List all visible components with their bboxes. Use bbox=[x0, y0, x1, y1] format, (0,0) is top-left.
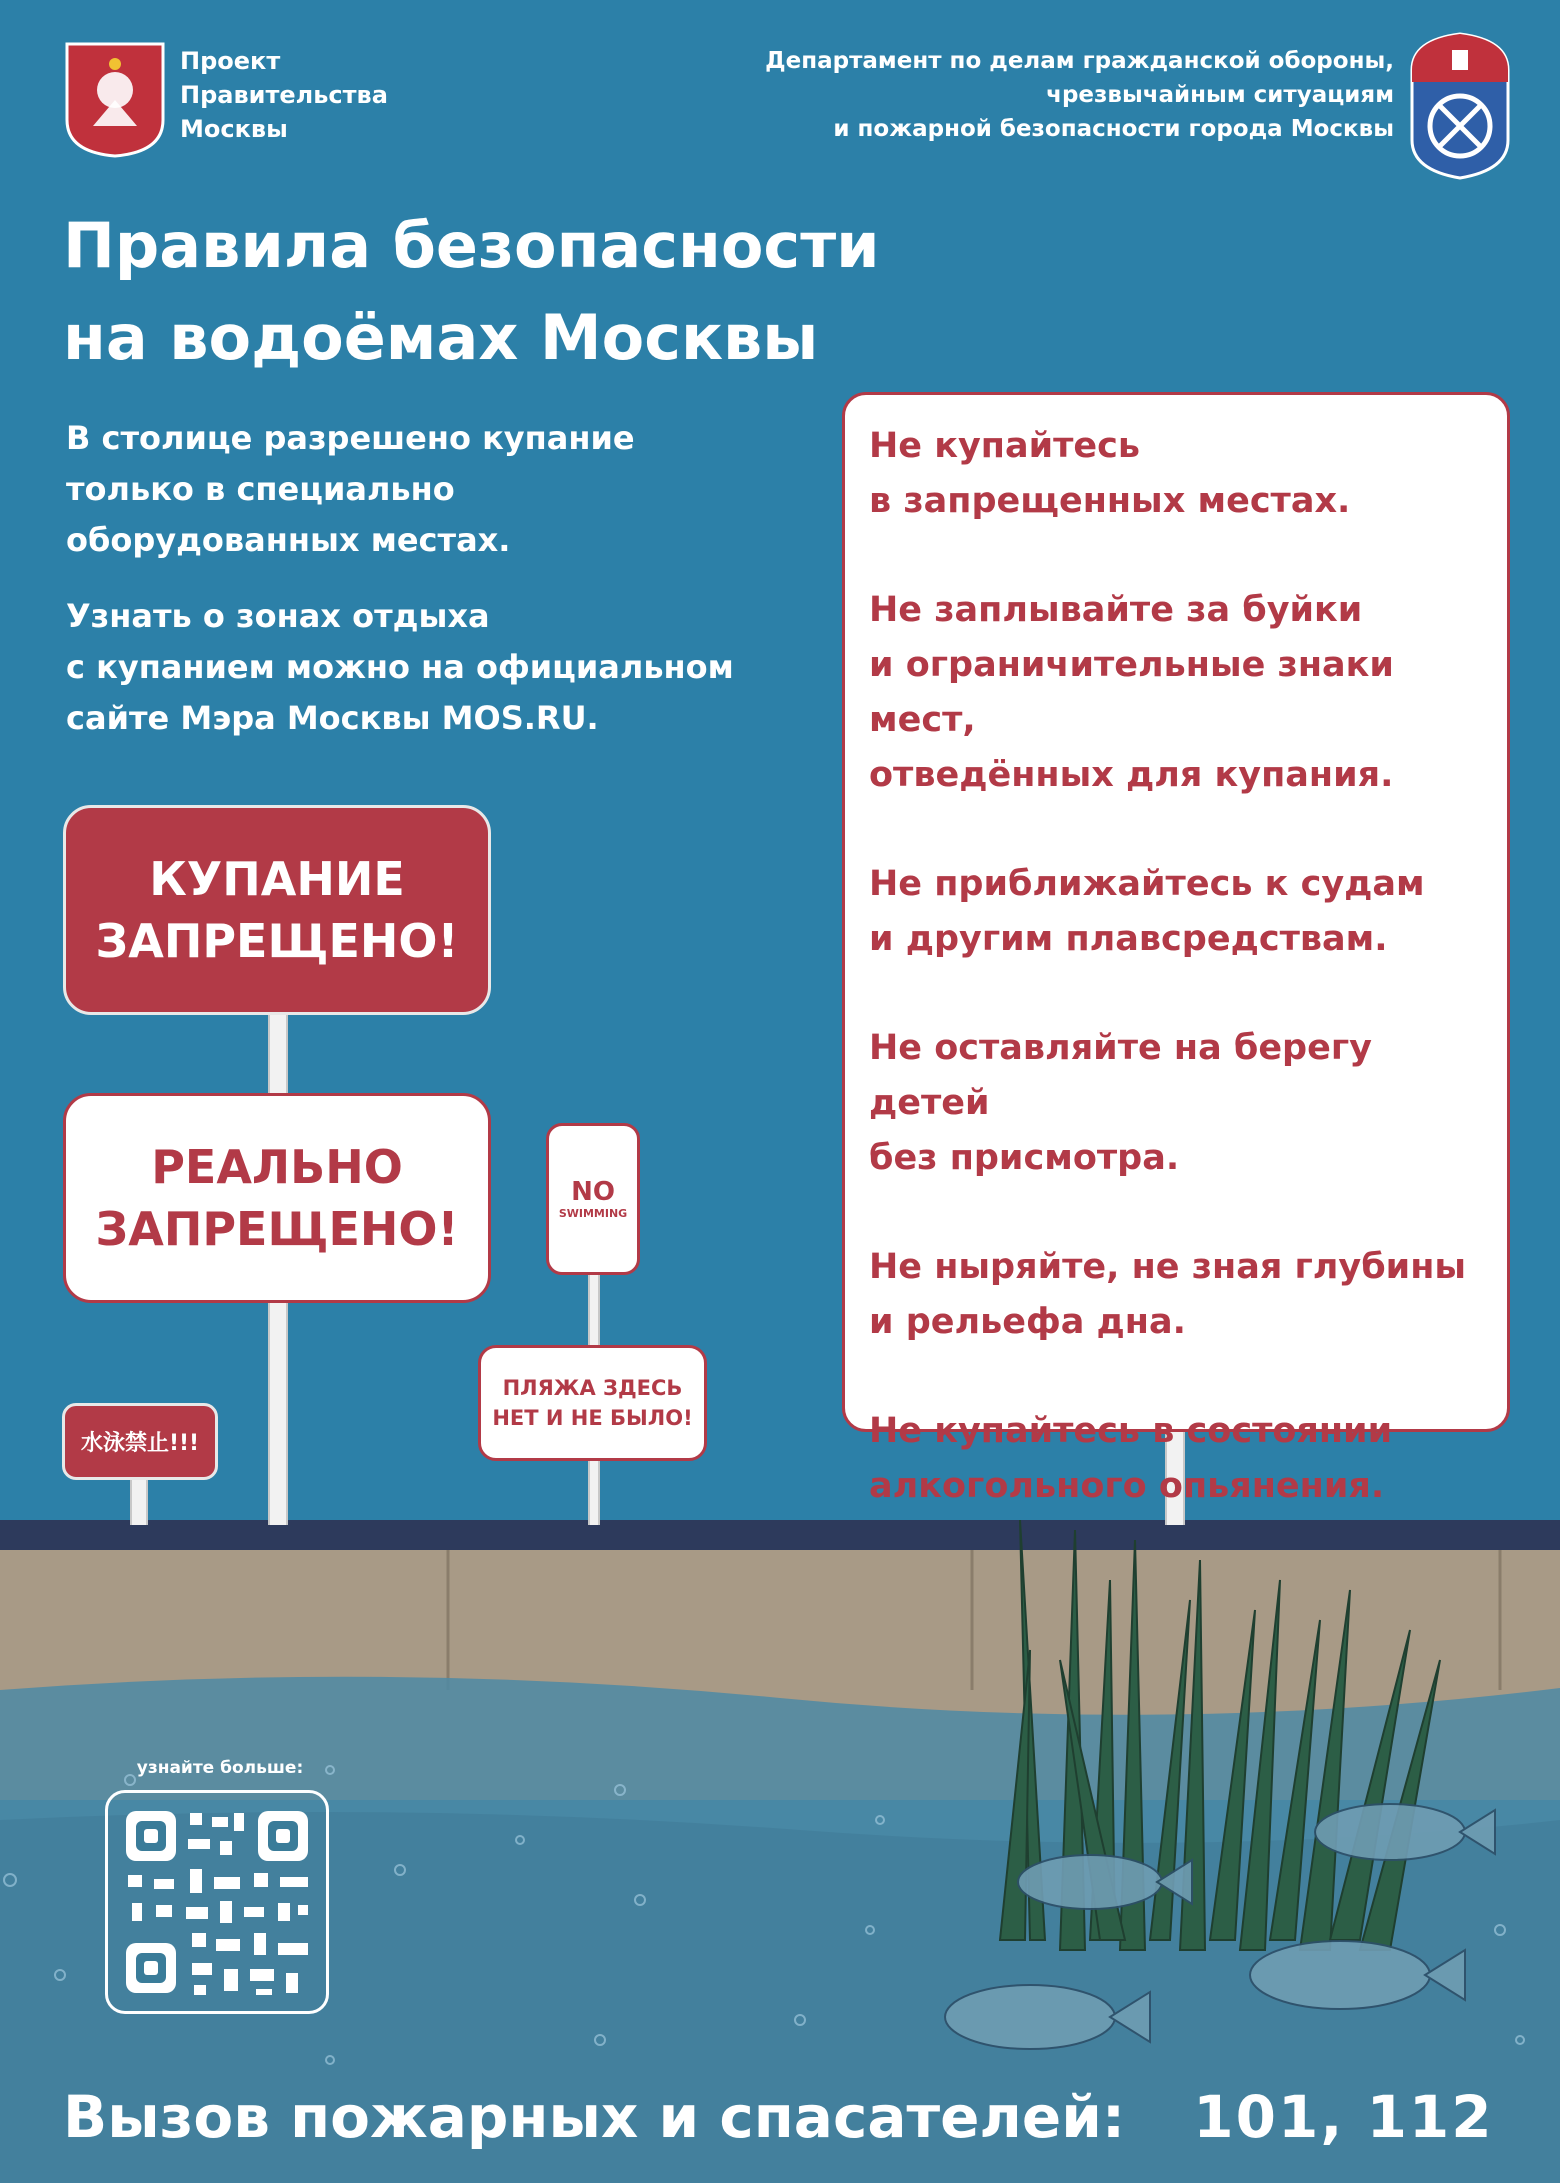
org-name bbox=[180, 44, 388, 146]
sign-no-beach: ПЛЯЖА ЗДЕСЬ НЕТ И НЕ БЫЛО! bbox=[478, 1345, 707, 1461]
title-line: Правила безопасности bbox=[63, 209, 880, 282]
moscow-coat-of-arms-logo bbox=[63, 40, 167, 160]
rule-item: Не приближайтесь к судам и другим плавсредствам. bbox=[869, 864, 1425, 959]
dept-line: Департамент по делам гражданской обороны, bbox=[765, 48, 1394, 74]
intro-line: сайте Мэра Москвы MOS.RU. bbox=[66, 699, 599, 737]
rules-board bbox=[842, 392, 1510, 1506]
sign-japanese-no-swimming: 水泳禁止!!! bbox=[62, 1403, 218, 1480]
department-name bbox=[765, 44, 1394, 146]
page-title bbox=[63, 200, 880, 384]
emergency-numbers[interactable]: 101, 112 bbox=[1193, 2083, 1494, 2151]
sign-no-swimming: NO SWIMMING bbox=[546, 1123, 640, 1275]
dept-line: чрезвычайным ситуациям bbox=[1046, 82, 1394, 108]
rule-item: Не купайтесь в состоянии алкогольного опьянения. bbox=[869, 1411, 1393, 1506]
sign-swimming-prohibited: КУПАНИЕ ЗАПРЕЩЕНО! bbox=[63, 805, 491, 1015]
qr-code[interactable] bbox=[105, 1790, 329, 2014]
emergency-department-emblem bbox=[1408, 30, 1512, 182]
rule-item: Не оставляйте на берегу детей без присмотра. bbox=[869, 1028, 1372, 1178]
intro-line: с купанием можно на официальном bbox=[66, 648, 734, 686]
dept-line: и пожарной безопасности города Москвы bbox=[833, 116, 1394, 142]
intro-line: только в специально bbox=[66, 470, 455, 508]
intro-line: Узнать о зонах отдыха bbox=[66, 597, 490, 635]
sign-really-prohibited: РЕАЛЬНО ЗАПРЕЩЕНО! bbox=[63, 1093, 491, 1303]
qr-caption: узнайте больше: bbox=[136, 1758, 304, 1778]
emergency-call-line bbox=[63, 2083, 1494, 2151]
emergency-call-label: Вызов пожарных и спасателей: bbox=[63, 2083, 1126, 2151]
org-line: Проект bbox=[180, 47, 281, 75]
rule-item: Не купайтесь в запрещенных местах. bbox=[869, 426, 1351, 521]
rule-item: Не ныряйте, не зная глубины и рельефа дна. bbox=[869, 1247, 1467, 1342]
intro-line: В столице разрешено купание bbox=[66, 419, 635, 457]
org-line: Москвы bbox=[180, 115, 288, 143]
title-line: на водоёмах Москвы bbox=[63, 301, 819, 374]
rule-item: Не заплывайте за буйки и ограничительные знаки мест, отведённых для купания. bbox=[869, 590, 1394, 795]
org-line: Правительства bbox=[180, 81, 388, 109]
intro-line: оборудованных местах. bbox=[66, 521, 511, 559]
intro-text bbox=[66, 413, 734, 744]
